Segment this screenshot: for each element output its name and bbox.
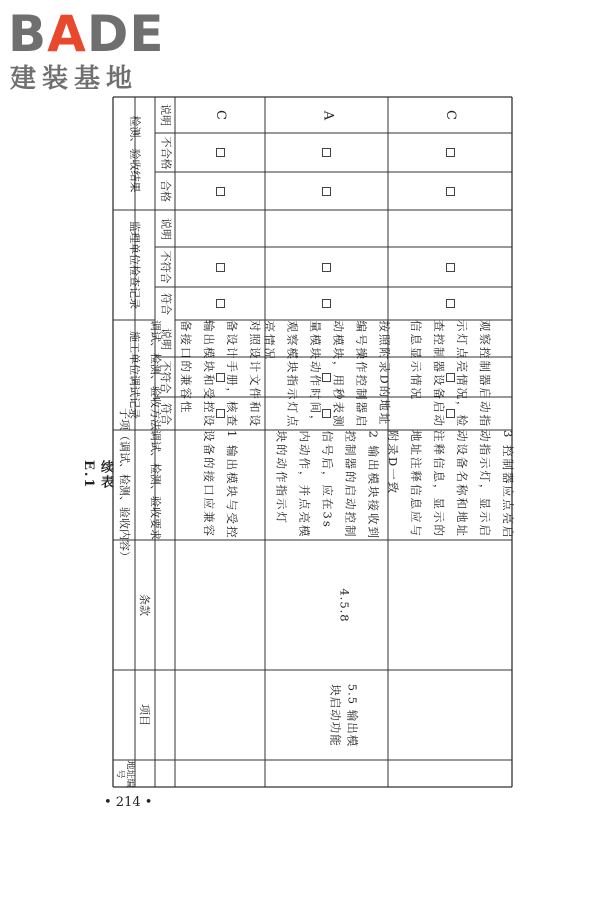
- row1-result-code: C: [213, 110, 229, 120]
- row2-constructor-nonconform-checkbox[interactable]: [265, 357, 388, 397]
- row3-fail-checkbox[interactable]: [388, 133, 512, 172]
- row1-fail-checkbox[interactable]: [175, 133, 265, 172]
- header-sub-item: 子项（调试、检测、验收内容）: [117, 408, 131, 562]
- subheader-conform-supervisor: 符合: [158, 292, 172, 315]
- row3-supervisor-conform-checkbox[interactable]: [388, 287, 512, 320]
- header-constructor: 施工单位调试记录: [127, 331, 141, 419]
- row2-constructor-conform-checkbox[interactable]: [265, 397, 388, 430]
- row2-fail-checkbox[interactable]: [265, 133, 388, 172]
- row1-supervisor-conform-checkbox[interactable]: [175, 287, 265, 320]
- row2-supervisor-conform-checkbox[interactable]: [265, 287, 388, 320]
- row3-method: 观察控制器启动指示灯点亮情况，检查控制器设备启动信息显示情况: [409, 320, 492, 428]
- row1-pass-checkbox[interactable]: [175, 172, 265, 210]
- header-project: 项目: [137, 704, 151, 726]
- project-cell: 5.5 输出模块启动功能: [328, 683, 360, 747]
- subheader-pass: 合格: [158, 180, 172, 202]
- row3-requirement: 3 控制器应点亮启动指示灯，显示启动设备名称和地址注释信息，显示的地址注释信息应与附录D一致: [386, 430, 515, 540]
- row2-result-code: A: [319, 110, 335, 120]
- header-requirement: 调试、检测、验收要求: [148, 430, 162, 540]
- subheader-fail: 不合格: [158, 136, 172, 169]
- subheader-note-result: 说明: [158, 104, 172, 126]
- row1-supervisor-nonconform-checkbox[interactable]: [175, 247, 265, 287]
- header-addr-code: 地址编号: [114, 760, 134, 788]
- subheader-nonconform-supervisor: 不符合: [158, 250, 172, 284]
- row1-requirement: 1 输出模块与受控设备的接口应兼容: [202, 430, 239, 540]
- row2-requirement: 2 输出模块接收到控制器的启动控制信号后，应在3s内动作，并点亮模块的动作指示灯: [274, 430, 380, 540]
- row3-constructor-conform-checkbox[interactable]: [388, 397, 512, 430]
- page-number: • 214 •: [104, 795, 153, 810]
- logo-subtitle: 建装基地: [10, 64, 139, 94]
- subheader-note-supervisor: 说明: [158, 217, 172, 240]
- subheader-nonconform-constructor: 不符合: [158, 360, 172, 394]
- header-clause: 条款: [137, 594, 151, 616]
- subheader-note-constructor: 说明: [158, 327, 172, 350]
- row3-pass-checkbox[interactable]: [388, 172, 512, 210]
- header-method: 调试、检测、验收方法: [148, 320, 162, 430]
- clause-cell: 4.5.8: [336, 587, 351, 623]
- row1-constructor-conform-checkbox[interactable]: [175, 397, 265, 430]
- subheader-conform-constructor: 符合: [158, 402, 172, 425]
- row3-result-code: C: [443, 110, 459, 120]
- logo-wordmark: BADE: [8, 5, 165, 63]
- header-result: 检测、验收结果: [127, 115, 141, 192]
- row2-supervisor-nonconform-checkbox[interactable]: [265, 247, 388, 287]
- row1-method: 对照设计文件和设备设计手册，核查输出模块和受控设备接口的兼容性: [179, 320, 262, 428]
- table-title: 续表 E.1: [81, 460, 113, 490]
- row3-constructor-nonconform-checkbox[interactable]: [388, 357, 512, 397]
- row2-pass-checkbox[interactable]: [265, 172, 388, 210]
- row2-method: 按照附录D的地址编号操作控制器启动模块，用秒表测量模块动作时间，观察模块指示灯点亮情况: [262, 320, 392, 428]
- row1-constructor-nonconform-checkbox[interactable]: [175, 357, 265, 397]
- row3-supervisor-nonconform-checkbox[interactable]: [388, 247, 512, 287]
- header-supervisor: 监理单位检查记录: [127, 221, 141, 309]
